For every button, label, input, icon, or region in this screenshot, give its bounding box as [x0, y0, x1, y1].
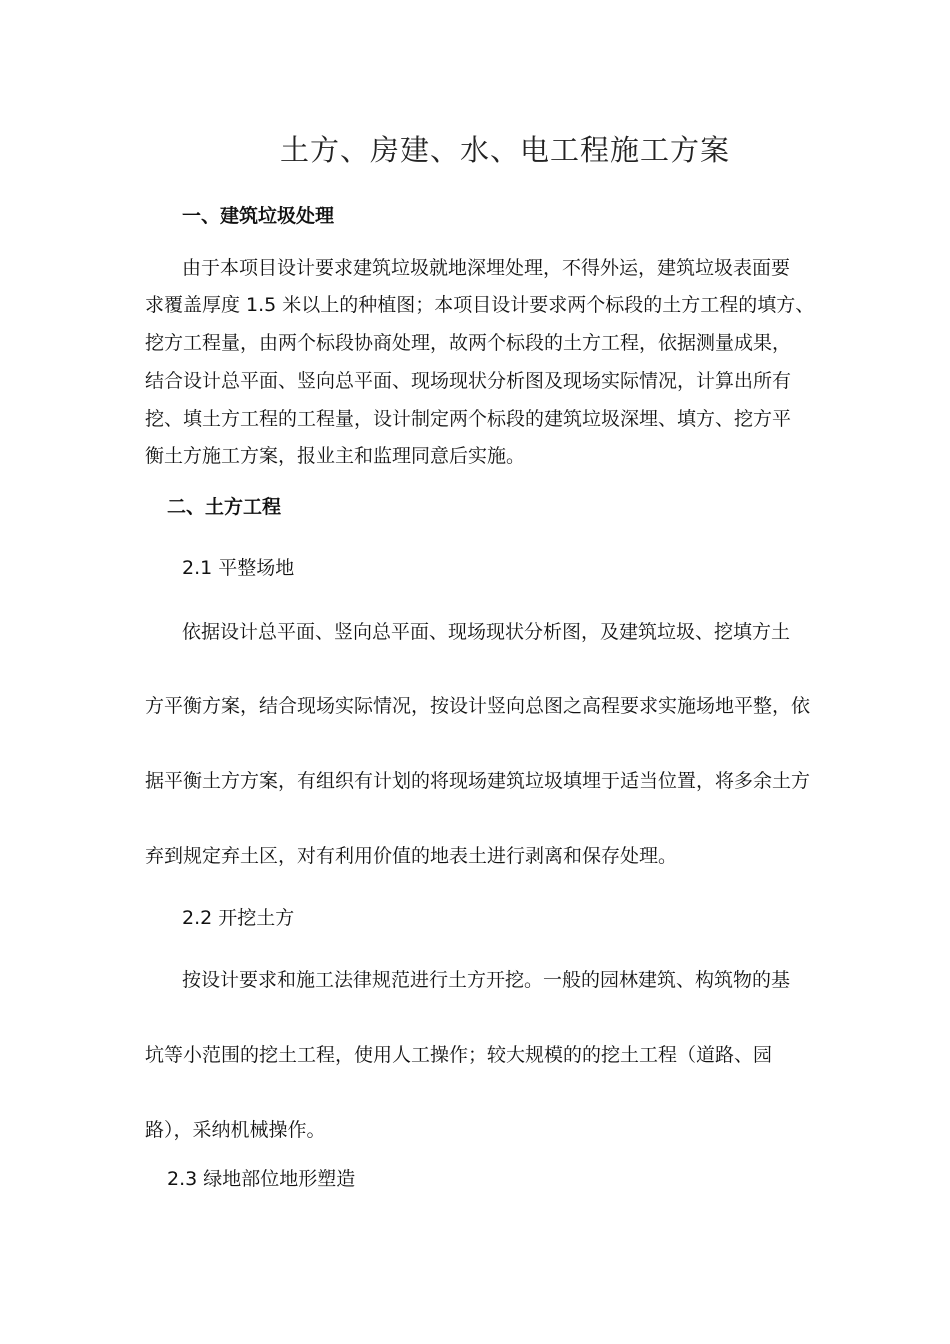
paragraph-line: 弃到规定弃土区，对有利用价值的地表土进行剥离和保存处理。	[145, 845, 678, 867]
paragraph-line: 按设计要求和施工法律规范进行土方开挖。一般的园林建筑、构筑物的基	[182, 969, 791, 991]
section-heading-1: 一、建筑垃圾处理	[182, 205, 335, 227]
paragraph-line: 路），采纳机械操作。	[145, 1119, 326, 1141]
paragraph-line: 由于本项目设计要求建筑垃圾就地深埋处理，不得外运，建筑垃圾表面要	[182, 257, 791, 279]
paragraph-line: 挖、填土方工程的工程量，设计制定两个标段的建筑垃圾深埋、填方、挖方平	[145, 408, 792, 430]
subsection-heading-2-3: 2.3 绿地部位地形塑造	[167, 1168, 356, 1190]
paragraph-line: 方平衡方案，结合现场实际情况，按设计竖向总图之高程要求实施场地平整，依	[145, 695, 811, 717]
document-title: 土方、房建、水、电工程施工方案	[279, 133, 730, 167]
subsection-heading-2-1: 2.1 平整场地	[182, 557, 295, 579]
section-heading-2: 二、土方工程	[167, 496, 282, 518]
paragraph-line: 求覆盖厚度 1.5 米以上的种植图；本项目设计要求两个标段的土方工程的填方、	[145, 294, 815, 316]
paragraph-line: 据平衡土方方案，有组织有计划的将现场建筑垃圾填埋于适当位置，将多余土方	[145, 770, 811, 792]
paragraph-line: 结合设计总平面、竖向总平面、现场现状分析图及现场实际情况，计算出所有	[145, 370, 792, 392]
paragraph-line: 依据设计总平面、竖向总平面、现场现状分析图，及建筑垃圾、挖填方土	[182, 621, 791, 643]
paragraph-line: 衡土方施工方案，报业主和监理同意后实施。	[145, 445, 526, 467]
paragraph-line: 挖方工程量，由两个标段协商处理，故两个标段的土方工程，依据测量成果，	[145, 332, 792, 354]
subsection-heading-2-2: 2.2 开挖土方	[182, 907, 295, 929]
paragraph-line: 坑等小范围的挖土工程，使用人工操作；较大规模的的挖土工程（道路、园	[145, 1044, 773, 1066]
